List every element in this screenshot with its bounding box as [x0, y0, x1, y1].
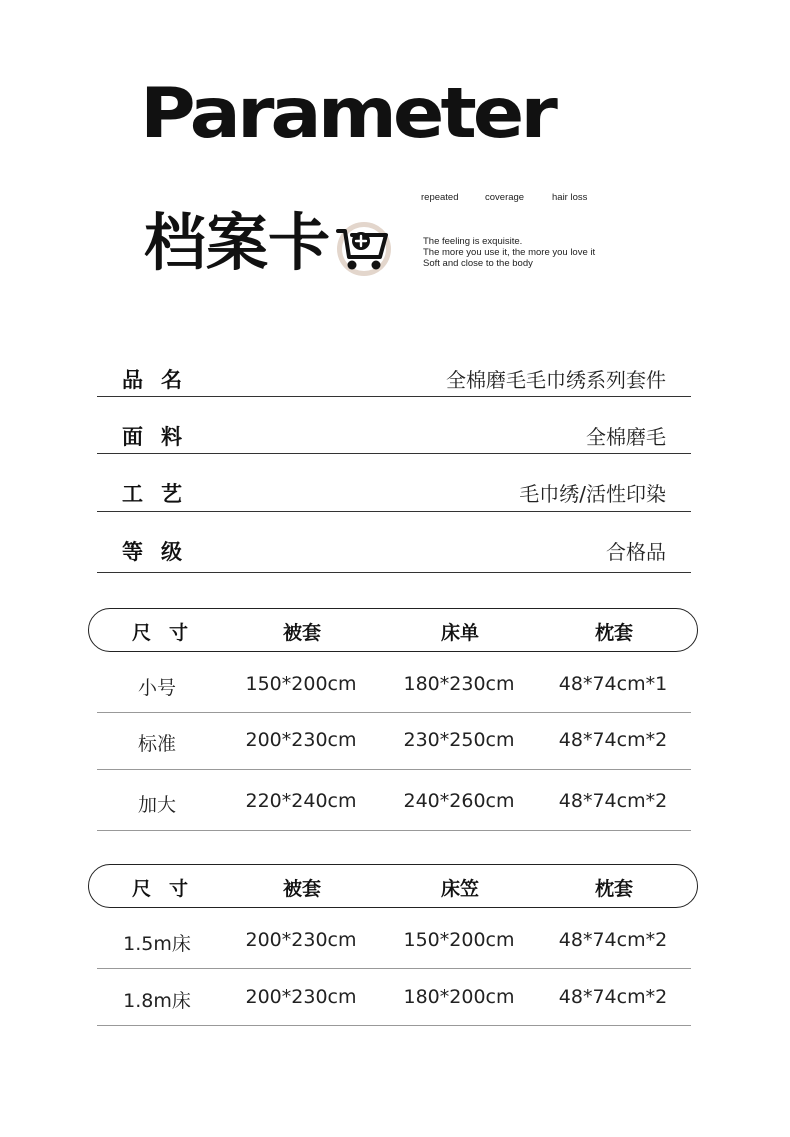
- header-pillowcase: 枕套: [594, 622, 633, 644]
- table-cell: 48*74cm*2: [558, 790, 668, 812]
- table-cell: 180*230cm: [403, 673, 515, 695]
- param-row-name: [97, 360, 691, 397]
- table-row: [97, 770, 691, 831]
- header-pillowcase: 枕套: [594, 878, 633, 900]
- table-cell: 标准: [137, 733, 176, 755]
- blurb-line: Soft and close to the body: [423, 258, 533, 269]
- table-cell: 1.5m床: [123, 933, 191, 955]
- table-row: [97, 913, 691, 969]
- param-label: 品名: [122, 368, 200, 392]
- table-cell: 200*230cm: [245, 929, 357, 951]
- table-cell: 48*74cm*1: [558, 673, 668, 695]
- table-cell: 150*200cm: [245, 673, 357, 695]
- header-duvet: 被套: [282, 878, 321, 900]
- param-value: 全棉磨毛毛巾绣系列套件: [446, 368, 666, 392]
- table-row: [97, 969, 691, 1026]
- table-cell: 180*200cm: [403, 986, 515, 1008]
- shopping-cart-plus-icon: [334, 219, 394, 279]
- blurb-text: [423, 236, 653, 269]
- table2-header: [88, 864, 698, 908]
- param-row-craft: [97, 474, 691, 512]
- param-value: 全棉磨毛: [586, 425, 666, 449]
- subtitle-cn: 档案卡: [144, 206, 331, 279]
- table-row: [97, 713, 691, 770]
- param-row-fabric: [97, 417, 691, 454]
- table-cell: 加大: [137, 794, 176, 816]
- param-label: 等级: [122, 540, 200, 564]
- table-cell: 220*240cm: [245, 790, 357, 812]
- table-cell: 1.8m床: [123, 990, 191, 1012]
- table-cell: 200*230cm: [245, 729, 357, 751]
- table-cell: 150*200cm: [403, 929, 515, 951]
- header-fitted-sheet: 床笠: [440, 878, 479, 900]
- tag-3: hair loss: [552, 192, 588, 203]
- header-size: 尺寸: [131, 878, 206, 900]
- header-duvet: 被套: [282, 622, 321, 644]
- table1-header: [88, 608, 698, 652]
- blurb-line: The more you use it, the more you love it: [423, 247, 596, 258]
- table-cell: 48*74cm*2: [558, 986, 668, 1008]
- tag-1: repeated: [421, 192, 459, 203]
- param-label: 面料: [122, 425, 200, 449]
- header-size: 尺寸: [131, 622, 206, 644]
- table-cell: 48*74cm*2: [558, 729, 668, 751]
- param-value: 合格品: [606, 540, 666, 564]
- table-row: [97, 657, 691, 713]
- blurb-line: The feeling is exquisite.: [423, 236, 523, 247]
- param-row-grade: [97, 532, 691, 573]
- table-cell: 48*74cm*2: [558, 929, 668, 951]
- tag-2: coverage: [485, 192, 525, 203]
- table-cell: 240*260cm: [403, 790, 515, 812]
- page-title: Parameter: [140, 71, 554, 154]
- header-sheet: 床单: [440, 622, 479, 644]
- param-value: 毛巾绣/活性印染: [519, 482, 666, 506]
- table-cell: 小号: [137, 677, 176, 699]
- param-label: 工艺: [122, 482, 200, 506]
- table-cell: 230*250cm: [403, 729, 515, 751]
- table-cell: 200*230cm: [245, 986, 357, 1008]
